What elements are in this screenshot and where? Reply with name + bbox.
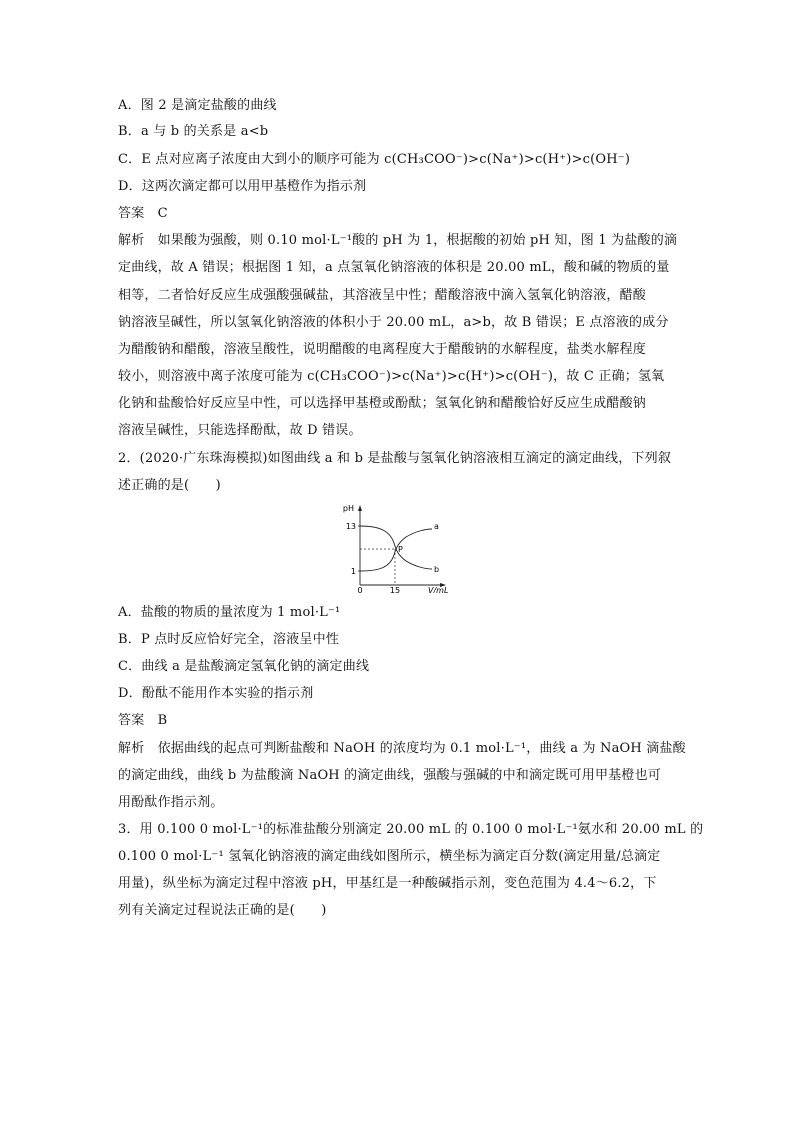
q2-stem-line: 2．(2020·广东珠海模拟)如图曲线 a 和 b 是盐酸与氢氧化钠溶液相互滴定的滴定曲线，下列叙 [118,451,672,466]
y-axis-label: pH [342,504,354,513]
q1-analysis-line: 钠溶液呈碱性，所以氢氧化钠溶液的体积小于 20.00 mL，a>b，故 B 错误；E 点溶液的成分 [118,315,669,330]
curve-a-label: a [434,522,439,531]
curve-a [360,526,432,569]
q2-option-d: D．酚酞不能用作本实验的指示剂 [118,686,314,701]
q3-stem-line: 列有关滴定过程说法正确的是( ) [118,903,327,918]
curve-b-label: b [434,565,440,574]
y-tick-label-1: 1 [350,567,356,576]
q1-option-c: C．E 点对应离子浓度由大到小的顺序可能为 c(CH₃COO⁻)>c(Na⁺)>c(H⁺)>c(OH⁻) [118,152,631,167]
q1-analysis-line: 相等，二者恰好反应生成强酸强碱盐，其溶液呈中性；醋酸溶液中滴入氢氧化钠溶液，醋酸 [118,288,647,303]
q1-option-b: B．a 与 b 的关系是 a<b [118,124,269,139]
q1-option-a: A．图 2 是滴定盐酸的曲线 [118,98,277,113]
q1-analysis-line: 解析 如果酸为强酸，则 0.10 mol·L⁻¹酸的 pH 为 1，根据酸的初始 pH 知，图 1 为盐酸的滴 [118,233,678,248]
q3-stem-line: 3．用 0.100 0 mol·L⁻¹的标准盐酸分别滴定 20.00 mL 的 0.100 0 mol·L⁻¹氨水和 20.00 mL 的 [118,822,704,837]
curve-b [360,529,432,571]
q2-analysis-line: 的滴定曲线，曲线 b 为盐酸滴 NaOH 的滴定曲线，强酸与强碱的中和滴定既可用甲基橙也可 [118,768,661,783]
q1-analysis-line: 化钠和盐酸恰好反应呈中性，可以选择甲基橙或酚酞；氢氧化钠和醋酸恰好反应生成醋酸钠 [118,396,647,411]
x-tick-label-15: 15 [389,586,401,593]
q2-option-b: B．P 点时反应恰好完全，溶液呈中性 [118,632,340,647]
q1-analysis-line: 为醋酸钠和醋酸，溶液呈酸性，说明醋酸的电离程度大于醋酸钠的水解程度，盐类水解程度 [118,342,647,357]
q1-option-d: D．这两次滴定都可以用甲基橙作为指示剂 [118,179,367,194]
y-axis-arrow [358,505,362,511]
q2-option-a: A．盐酸的物质的量浓度为 1 mol·L⁻¹ [118,605,341,620]
q3-stem-line: 用量)，纵坐标为滴定过程中溶液 pH，甲基红是一种酸碱指示剂，变色范围为 4.4～6.2，下 [118,876,657,891]
q2-answer: 答案 B [118,713,168,728]
q3-stem-line: 0.100 0 mol·L⁻¹ 氢氧化钠溶液的滴定曲线如图所示，横坐标为滴定百分数(滴定用量/总滴定 [118,849,661,864]
x-axis-label: V/mL [428,586,449,593]
y-tick-label-13: 13 [345,522,356,531]
point-p-label: P [398,545,403,554]
q1-analysis-line: 较小，则溶液中离子浓度可能为 c(CH₃COO⁻)>c(Na⁺)>c(H⁺)>c(OH⁻)，故 C 正确；氢氧 [118,369,665,384]
titration-curve-figure [340,503,450,593]
q2-stem-line: 述正确的是( ) [118,478,221,493]
q2-analysis-line: 解析 依据曲线的起点可判断盐酸和 NaOH 的浓度均为 0.1 mol·L⁻¹，曲线 a 为 NaOH 滴盐酸 [118,741,686,756]
q1-analysis-line: 溶液呈碱性，只能选择酚酞，故 D 错误。 [118,423,362,438]
x-tick-label-0: 0 [357,586,363,593]
q2-analysis-line: 用酚酞作指示剂。 [118,795,224,810]
q1-answer: 答案 C [118,206,168,221]
q1-analysis-line: 定曲线，故 A 错误；根据图 1 知，a 点氢氧化钠溶液的体积是 20.00 mL，酸和碱的物质的量 [118,260,670,275]
q2-option-c: C．曲线 a 是盐酸滴定氢氧化钠的滴定曲线 [118,659,370,674]
